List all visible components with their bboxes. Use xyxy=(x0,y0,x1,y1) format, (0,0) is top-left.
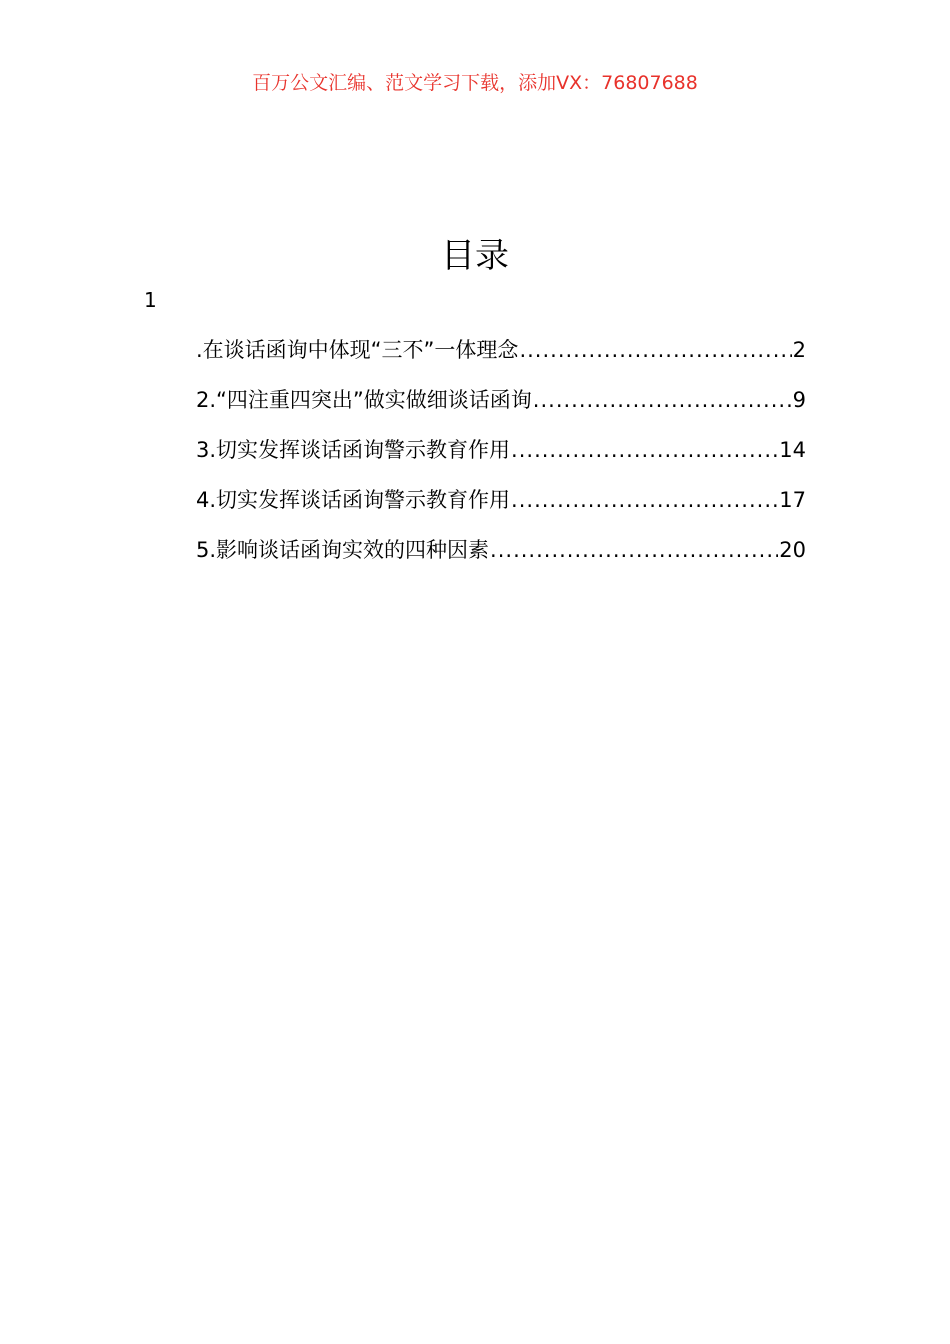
toc-entry[interactable] xyxy=(196,334,806,384)
toc-dot-leader xyxy=(533,388,792,412)
toc-entry-title: 4.切实发挥谈话函询警示教育作用 xyxy=(196,488,511,512)
toc-entry[interactable] xyxy=(196,384,806,434)
toc-entry-page: 2 xyxy=(792,338,806,362)
toc-entry[interactable] xyxy=(196,434,806,484)
toc-entry-title: 5.影响谈话函询实效的四种因素 xyxy=(196,538,490,562)
toc-entry-page: 14 xyxy=(779,438,806,462)
toc-dot-leader xyxy=(490,538,778,562)
toc-list xyxy=(196,334,806,584)
toc-entry[interactable] xyxy=(196,534,806,584)
toc-entry-page: 20 xyxy=(779,538,806,562)
toc-entry-title: 3.切实发挥谈话函询警示教育作用 xyxy=(196,438,511,462)
toc-dot-leader xyxy=(511,438,778,462)
toc-entry-title: .在谈话函询中体现“三不”一体理念 xyxy=(196,338,519,362)
toc-entry-title: 2.“四注重四突出”做实做细谈话函询 xyxy=(196,388,532,412)
toc-stray-number: 1 xyxy=(144,288,157,312)
toc-entry-page: 9 xyxy=(792,388,806,412)
toc-dot-leader xyxy=(519,338,791,362)
header-watermark-note: 百万公文汇编、范文学习下载，添加VX：76807688 xyxy=(252,72,698,94)
toc-entry[interactable] xyxy=(196,484,806,534)
toc-dot-leader xyxy=(511,488,778,512)
toc-entry-page: 17 xyxy=(779,488,806,512)
toc-title: 目录 xyxy=(441,236,509,276)
